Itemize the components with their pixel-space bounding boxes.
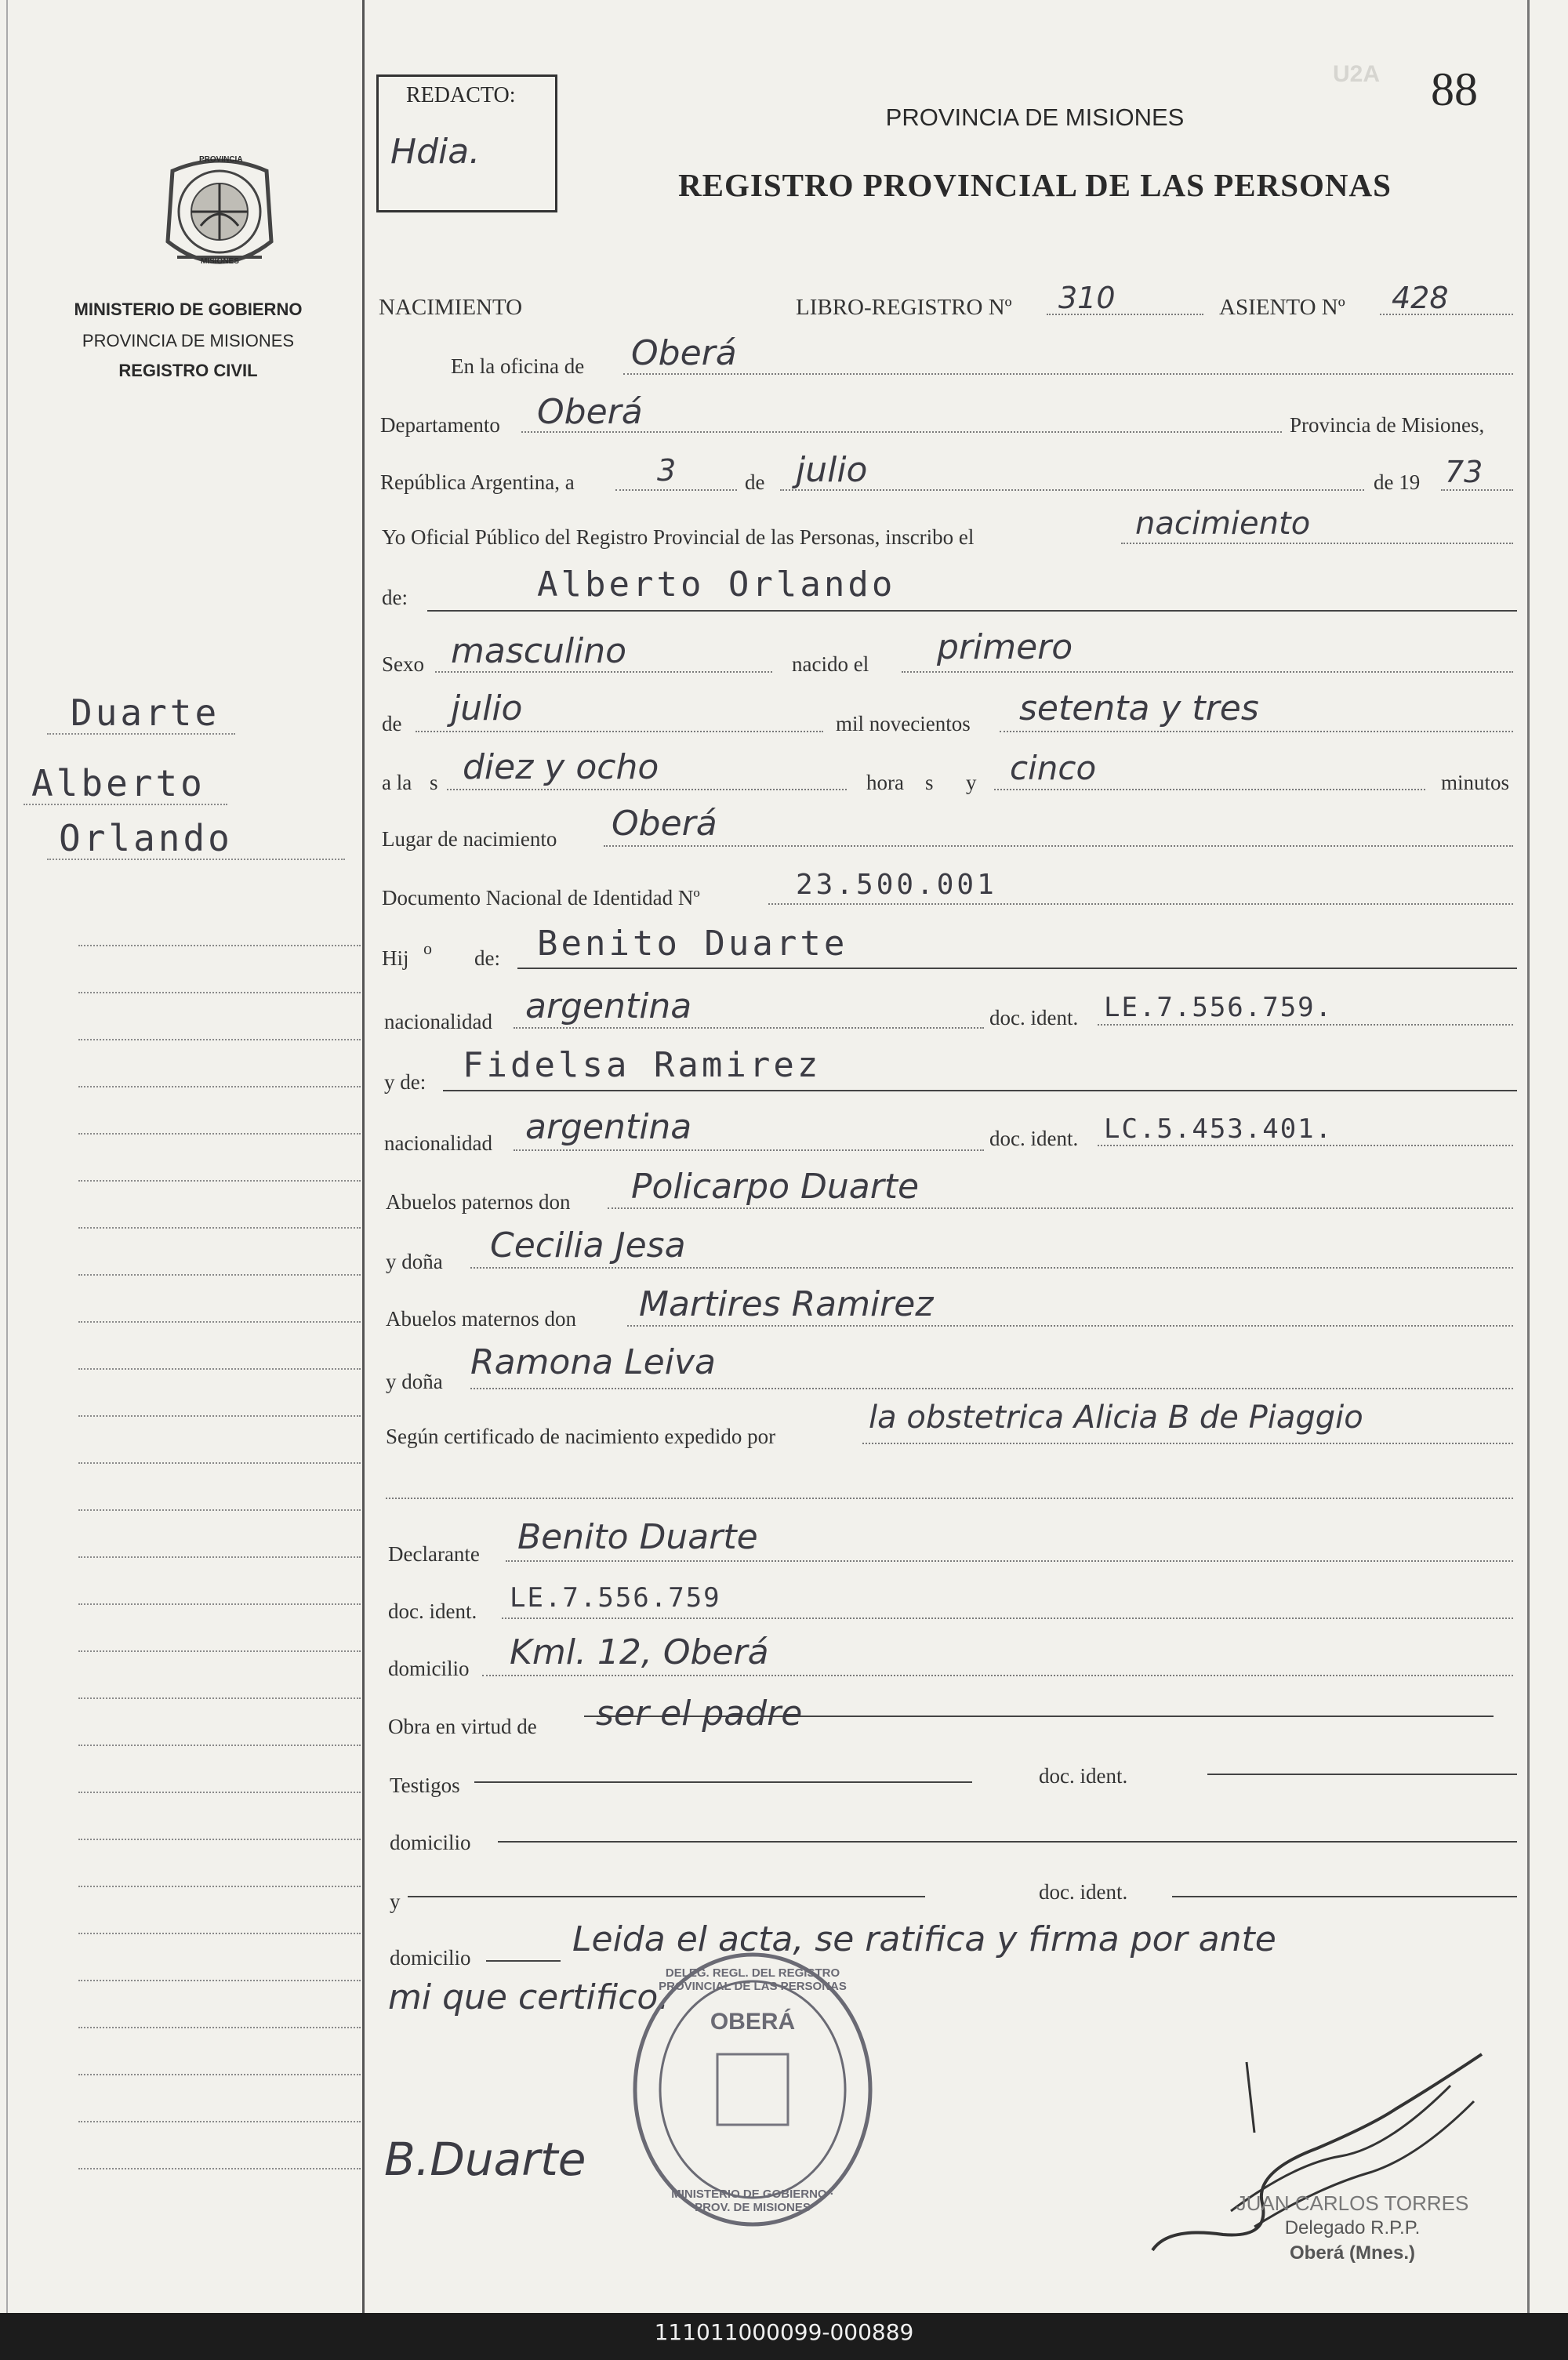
line-testigo-1 (474, 1781, 972, 1783)
label-nacionalidad-padre: nacionalidad (384, 1010, 492, 1033)
value-acto: nacimiento (1135, 506, 1311, 542)
margin-line (78, 1697, 361, 1699)
line-mes (780, 489, 1364, 491)
label-s-plural-2: s (925, 771, 934, 794)
line-declarante (506, 1560, 1513, 1562)
value-abuela-pat: Cecilia Jesa (490, 1225, 686, 1265)
header-province: PROVINCIA DE MISIONES (885, 103, 1185, 131)
label-nacimiento: NACIMIENTO (379, 295, 523, 320)
provincial-emblem (154, 147, 285, 279)
margin-line (78, 2074, 361, 2075)
label-segun: Según certificado de nacimiento expedido por (386, 1425, 776, 1448)
label-testigos: Testigos (390, 1774, 460, 1797)
margin-line (78, 1180, 361, 1182)
label-oficina: En la oficina de (451, 354, 585, 378)
label-hijo-suffix: o (423, 939, 432, 958)
value-nombre: Alberto Orlando (537, 565, 896, 605)
value-cierre-1: Leida el acta, se ratifica y firma por ante (572, 1919, 1276, 1959)
label-nacido: nacido el (792, 652, 869, 676)
signature-declarant: B.Duarte (384, 2133, 586, 2186)
line-lugar (604, 845, 1513, 847)
label-lugar: Lugar de nacimiento (382, 827, 557, 851)
redacto-box (376, 74, 557, 212)
line-dia (615, 489, 737, 491)
line-certificado (862, 1443, 1513, 1444)
value-nac-padre: argentina (525, 986, 692, 1026)
emblem-top-text: PROVINCIA (199, 155, 243, 164)
label-minutos: minutos (1441, 771, 1510, 794)
margin-line (47, 733, 235, 735)
line-dni (768, 903, 1513, 905)
margin-middlename: Orlando (59, 817, 233, 859)
margin-line (78, 1133, 361, 1135)
label-asiento: ASIENTO Nº (1219, 295, 1345, 320)
line-madre (443, 1090, 1517, 1091)
value-nac-madre: argentina (525, 1107, 692, 1147)
margin-line (78, 1509, 361, 1511)
official-seal-stamp (623, 1944, 882, 2235)
margin-line (78, 1274, 361, 1276)
line-dom-declarante (482, 1675, 1513, 1676)
value-certificado: la obstetrica Alicia B de Piaggio (869, 1400, 1363, 1436)
margin-line (78, 2027, 361, 2028)
value-departamento: Oberá (537, 392, 643, 432)
left-edge-rule (6, 0, 8, 2313)
redacto-label: REDACTO: (406, 83, 516, 107)
line-nac-padre (514, 1027, 984, 1029)
label-y-de: y de: (384, 1070, 426, 1094)
label-doc-padre: doc. ident. (989, 1006, 1079, 1029)
footer-code: 111011000099-000889 (654, 2319, 914, 2345)
line-dom-testigo-2 (486, 1960, 561, 1962)
line-horas (447, 789, 847, 790)
label-hijo-de: de: (474, 946, 500, 970)
line-nacido-anio (1000, 731, 1513, 732)
label-de19: de 19 (1374, 470, 1421, 494)
margin-ministry: MINISTERIO DE GOBIERNO (74, 300, 303, 319)
line-padre (517, 968, 1517, 969)
faint-stamp: U2A (1333, 61, 1381, 87)
label-departamento: Departamento (380, 413, 500, 437)
value-libro: 310 (1058, 281, 1116, 315)
value-sexo: masculino (451, 631, 627, 671)
label-doc-madre: doc. ident. (989, 1127, 1079, 1150)
line-doc-padre (1098, 1024, 1513, 1026)
line-abuela-pat (470, 1267, 1513, 1269)
margin-line (24, 804, 227, 805)
label-nacionalidad-madre: nacionalidad (384, 1131, 492, 1155)
label-yo-oficial: Yo Oficial Público del Registro Provincial de las Personas, inscribo el (382, 525, 975, 549)
label-de-mes: de (382, 712, 402, 735)
label-y-dona-mat: y doña (386, 1370, 443, 1393)
margin-line (78, 992, 361, 993)
value-lugar: Oberá (612, 804, 717, 844)
margin-line (78, 1933, 361, 1934)
margin-line (78, 1839, 361, 1840)
label-doc-testigo-2: doc. ident. (1039, 1880, 1128, 1904)
line-minutos (994, 789, 1425, 790)
value-minutos: cinco (1010, 749, 1097, 787)
page-number: 88 (1431, 64, 1478, 115)
value-abuelo-pat: Policarpo Duarte (631, 1167, 920, 1207)
line-testigo-2 (408, 1896, 925, 1897)
line-doc-declarante (502, 1618, 1513, 1619)
value-nacido-mes: julio (451, 688, 523, 728)
value-horas: diez y ocho (463, 747, 659, 787)
line-certificado-2 (386, 1498, 1513, 1499)
margin-line (78, 1650, 361, 1652)
line-abuelo-pat (608, 1207, 1513, 1209)
margin-line (78, 1792, 361, 1793)
official-title: Delegado R.P.P. (1284, 2217, 1421, 2238)
line-dom-testigo-1 (498, 1841, 1517, 1843)
label-doc-testigo-1: doc. ident. (1039, 1764, 1128, 1788)
value-oficina: Oberá (631, 333, 737, 373)
margin-line (78, 1368, 361, 1370)
label-obra: Obra en virtud de (388, 1715, 537, 1738)
official-name: JUAN CARLOS TORRES (1236, 2191, 1469, 2215)
official-place: Oberá (Mnes.) (1289, 2242, 1416, 2264)
margin-line (78, 1321, 361, 1323)
header-registry: REGISTRO PROVINCIAL DE LAS PERSONAS (678, 167, 1392, 203)
label-mil: mil novecientos (836, 712, 971, 735)
seal-top-text: DELEG. REGL. DEL REGISTRO PROVINCIAL DE LAS PERSONAS (659, 1966, 847, 1993)
margin-line (78, 1086, 361, 1087)
value-abuela-mat: Ramona Leiva (470, 1342, 716, 1382)
label-s-plural: s (430, 771, 438, 794)
label-doc-declarante: doc. ident. (388, 1599, 477, 1623)
line-abuela-mat (470, 1388, 1513, 1389)
value-abuelo-mat: Martires Ramirez (639, 1284, 934, 1324)
line-acto (1121, 543, 1513, 544)
seal-bottom-text: MINISTERIO DE GOBIERNO · PROV. DE MISIONES (671, 2188, 834, 2214)
margin-line (47, 859, 345, 860)
value-asiento: 428 (1392, 281, 1449, 315)
margin-registro-civil: REGISTRO CIVIL (118, 361, 258, 380)
label-abuelos-paternos: Abuelos paternos don (386, 1190, 571, 1214)
margin-line (78, 1886, 361, 1887)
value-madre: Fidelsa Ramirez (463, 1045, 822, 1085)
label-y: y (966, 771, 977, 794)
label-libro: LIBRO-REGISTRO Nº (796, 295, 1012, 320)
margin-line (78, 2121, 361, 2122)
label-domicilio-declarante: domicilio (388, 1657, 470, 1680)
margin-line (78, 1603, 361, 1605)
line-nacido-mes (416, 731, 823, 732)
label-domicilio-testigo-1: domicilio (390, 1831, 471, 1854)
label-republica: República Argentina, a (380, 470, 575, 494)
margin-line (78, 1415, 361, 1417)
value-doc-madre: LC.5.453.401. (1104, 1113, 1334, 1145)
label-a-la: a la (382, 771, 412, 794)
value-cierre-2: mi que certifico. (388, 1977, 670, 2017)
label-declarante: Declarante (388, 1542, 480, 1566)
line-sexo (435, 671, 772, 673)
value-doc-declarante: LE.7.556.759 (510, 1582, 721, 1614)
line-nac-madre (514, 1149, 984, 1151)
label-sexo: Sexo (382, 652, 424, 676)
label-hora: hora (866, 771, 904, 794)
margin-surname: Duarte (71, 692, 220, 734)
label-abuelos-maternos: Abuelos maternos don (386, 1307, 576, 1331)
margin-line (78, 2168, 361, 2169)
value-dni: 23.500.001 (796, 869, 997, 901)
label-domicilio-testigo-2: domicilio (390, 1946, 471, 1970)
label-de: de (745, 470, 765, 494)
value-nacido-dia: primero (937, 627, 1073, 667)
value-dom-declarante: Kml. 12, Oberá (510, 1632, 769, 1672)
line-anio (1441, 489, 1513, 491)
value-declarante: Benito Duarte (517, 1517, 758, 1557)
line-doc-testigo-1 (1207, 1774, 1517, 1775)
margin-line (78, 1227, 361, 1229)
label-provincia: Provincia de Misiones, (1290, 413, 1485, 437)
margin-province: PROVINCIA DE MISIONES (82, 331, 295, 350)
label-hijo: Hij (382, 946, 409, 970)
margin-line (78, 1462, 361, 1464)
label-y-testigo: y (390, 1890, 401, 1913)
label-de-nombre: de: (382, 586, 408, 609)
value-nacido-anio: setenta y tres (1019, 688, 1259, 728)
value-dia: 3 (657, 453, 677, 488)
line-oficina (623, 373, 1513, 375)
line-nacido-dia (902, 671, 1513, 673)
emblem-bottom-text: MISIONES (201, 257, 239, 266)
value-padre: Benito Duarte (537, 924, 848, 964)
margin-line (78, 1039, 361, 1040)
label-dni: Documento Nacional de Identidad Nº (382, 886, 700, 910)
value-mes: julio (796, 450, 868, 490)
line-doc-testigo-2 (1172, 1896, 1517, 1897)
value-anio: 73 (1445, 455, 1483, 489)
value-doc-padre: LE.7.556.759. (1104, 992, 1334, 1023)
margin-line (78, 1745, 361, 1746)
line-nombre (427, 610, 1517, 612)
margin-divider (362, 0, 365, 2313)
label-y-dona-pat: y doña (386, 1250, 443, 1273)
redacto-value: Hdia. (390, 132, 481, 172)
margin-line (78, 1556, 361, 1558)
margin-line (78, 945, 361, 946)
line-doc-madre (1098, 1145, 1513, 1146)
margin-firstname: Alberto (31, 762, 205, 804)
value-obra: ser el padre (596, 1694, 803, 1734)
seal-center-text: OBERÁ (710, 2009, 796, 2035)
right-edge-rule (1527, 0, 1530, 2313)
margin-line (78, 1980, 361, 1981)
line-abuelo-mat (627, 1325, 1513, 1327)
